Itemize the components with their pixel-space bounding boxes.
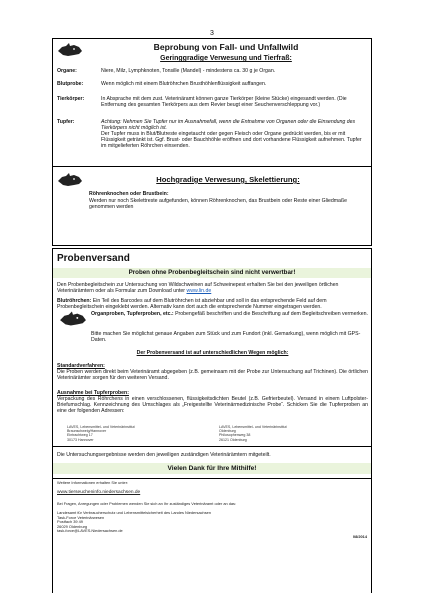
address-line: Philosophenweg 38 [219, 433, 251, 438]
section-subtitle: Geringgradige Verwesung und Tierfraß: [160, 55, 292, 62]
tierseuchen-link[interactable]: www.tierseucheninfo.niedersachsen.de [57, 490, 141, 495]
row-label: Blutprobe: [57, 81, 84, 87]
exception-text: Verpackung des Röhrchens in einen verschlossenen, flüssigkeitsdichten Beutel (z.B. Gefrierbeutel). Versand in einem Luftpolster-Briefumschlag. Kennzeichnung des Umschlages als „Freigestellte Veterinärmedizinische Probe“. Schicken Sie die Tupferproben an eine der folgenden Adressen: [57, 396, 368, 415]
blood-tube-paragraph [57, 298, 368, 310]
boar-head-icon [57, 171, 83, 189]
page-number: 3 [210, 30, 214, 37]
bones-text: Werden nur noch Skelettreste aufgefunden, können Röhrenknochen, das Brustbein oder Reste einer Gliedmaße genommen werden [89, 198, 347, 211]
address-hannover [67, 425, 207, 442]
row-carcass [57, 96, 367, 115]
decomposition-title: Hochgradige Verwesung, Skelettierung: [156, 175, 300, 184]
more-info-text: Weitere Informationen erhalten Sie unter: [57, 480, 129, 485]
shipping-box [52, 248, 372, 593]
row-label: Tupfer: [57, 119, 75, 125]
address-line: Eintrachtweg 17 [67, 433, 93, 438]
boar-head-icon [59, 309, 87, 329]
location-paragraph: Bitte machen Sie möglichst genaue Angaben zum Stück und zum Fundort (inkl. Gemarkung), wenn möglich mit GPS-Daten. [91, 331, 361, 344]
org-line: Postfach 39 49 [57, 519, 83, 525]
row-label: Organe: [57, 68, 77, 74]
swab-warning: Achtung: Nehmen Sie Tupfer nur im Ausnahmefall, wenn die Entnahme von Organen oder die Einsendung des Tierkörpers nicht möglich ist. [101, 119, 356, 132]
form-text: Den Probenbegleitschein zur Untersuchung von Wildschweinen auf Schweinepest erhalten Sie bei den jeweiligen örtlichen Veterinärämtern oder als Formular zum Download unter [57, 282, 339, 295]
org-address [57, 511, 307, 534]
warning-banner: Proben ohne Probenbegleitschein sind nicht verwertbar! [53, 268, 371, 278]
row-text: In Absprache mit dem zust. Veterinäramt können ganze Tierkörper (kleine Stücke) eingesandt werden. (Die Entfernung des gesamten Tierkörpers aus dem Revier beugt einer Seuchenverschleppung vor.) [101, 96, 347, 109]
organ-samples-label: Organproben, Tupferproben, etc.: [91, 311, 174, 317]
organ-samples-text: Probengefäß beschriften und die Beschriftung auf dem Begleitschreiben vermerken. [175, 311, 368, 317]
row-blood [57, 81, 367, 88]
row-text: Wenn möglich mit einem Blutröhrchen Brusthöhlenflüssigkeit auffangen. [101, 81, 267, 87]
section-title: Beprobung von Fall- und Unfallwild [153, 42, 299, 52]
shipping-title: Probenversand [57, 253, 130, 264]
sampling-box [52, 38, 372, 246]
org-line: 26029 Oldenburg [57, 523, 88, 529]
address-line: 26121 Oldenburg [219, 437, 247, 442]
org-line: Landesamt für Verbraucherschutz und Lebensmittelsicherheit des Landes Niedersachsen [57, 510, 211, 515]
address-line: LAVES, Lebensmittel- und Veterinärinstitut [219, 425, 287, 429]
org-line: Task-Force Veterinärwesen [57, 514, 105, 520]
form-paragraph [57, 282, 368, 294]
address-line: Braunschweig/Hannover [67, 429, 107, 434]
address-line: 30173 Hannover [67, 437, 94, 442]
row-organs [57, 68, 367, 75]
exception-label: Ausnahme bei Tupferproben: [57, 390, 129, 396]
standard-text: Die Proben werden direkt beim Veterinäramt abgegeben (z.B. gemeinsam mit der Probe zur Untersuchung auf Trichinen). Die örtlichen Veterinärämter sorgen für den weiteren Versand. [57, 369, 368, 382]
blood-tube-label: Blutröhrchen: [57, 298, 92, 304]
questions-text: Bei Fragen, Anregungen oder Problemen wenden Sie sich an Ihr zuständiges Veterinäramt oder an das: [57, 501, 237, 506]
divider [53, 478, 371, 479]
address-oldenburg [219, 425, 359, 442]
org-line: task-force@LAVES.Niedersachsen.de [57, 528, 123, 534]
issue-date: 08/2014 [352, 534, 367, 539]
bones-label: Röhrenknochen oder Brustbein: [89, 191, 169, 197]
lin-link[interactable]: www.lin.de [186, 288, 212, 295]
boar-head-icon [57, 41, 83, 59]
row-label: Tierkörper: [57, 96, 85, 102]
divider [53, 166, 371, 167]
row-swab [57, 119, 367, 163]
address-line: LAVES, Lebensmittel- und Veterinärinstitut [67, 425, 135, 429]
blood-tube-text: Ein Teil des Barcodes auf dem Blutröhrchen ist abziehbar und soll in das entsprechende Feld auf dem Probenbegleitschein eingeklebt werden. Alternativ kann dort auch die entsprechende Nummer eingetragen werden. [57, 298, 327, 311]
swab-instructions: Der Tupfer muss in Blut/Blutreste eingetaucht oder gegen Fleisch oder Organe gedrückt werden, bis er mit Flüssigkeit getränkt ist. Ggf. Brust- oder Bauchhöhle eröffnen und dort vorhandene Flüssigkeit aufnehmen. Tupfer im mitgelieferten Röhrchen einsenden. [101, 131, 362, 150]
thanks-banner: Vielen Dank für Ihre Mithilfe! [53, 463, 371, 474]
results-text: Die Untersuchungsergebnisse werden den jeweiligen zuständigen Veterinärämtern mitgeteilt. [57, 452, 271, 458]
standard-label: Standardverfahren: [57, 363, 105, 369]
divider [53, 446, 371, 447]
row-text: Niere, Milz, Lymphknoten, Tonsille (Mandel) - mindestens ca. 30 g je Organ. [101, 68, 276, 74]
organ-samples-paragraph [91, 311, 368, 317]
ways-title: Der Probenversand ist auf unterschiedlichen Wegen möglich: [136, 350, 289, 356]
address-line: Oldenburg [219, 429, 236, 434]
